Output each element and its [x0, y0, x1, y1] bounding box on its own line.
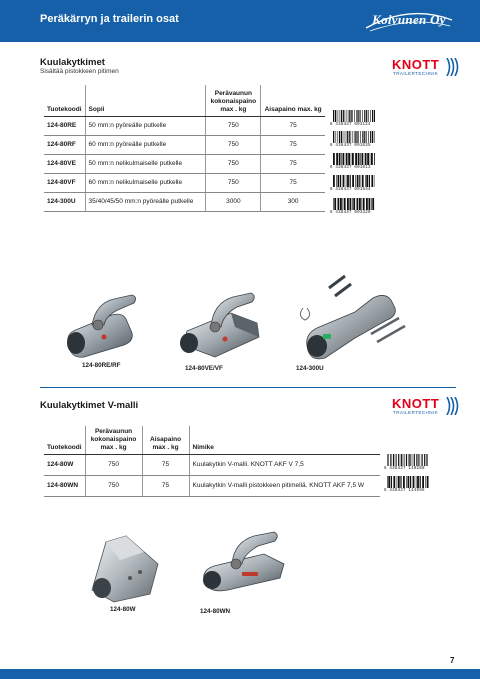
- product-label: 124-80WN: [200, 608, 231, 615]
- barcode: [330, 131, 380, 150]
- coupling-124-80w-image: [84, 534, 164, 604]
- barcode-bar: [366, 175, 368, 187]
- barcode-bar: [422, 476, 424, 488]
- barcode-bar: [370, 131, 371, 143]
- barcode-icon: [333, 110, 375, 122]
- barcode-bar: [345, 110, 346, 122]
- barcode-bar: [368, 110, 369, 122]
- barcode-bar: [413, 476, 415, 488]
- coupling-124-300u-image: [295, 272, 415, 364]
- barcode-bar: [333, 110, 334, 122]
- barcode-bar: [403, 476, 405, 488]
- barcode-icon: [333, 198, 375, 210]
- cell-total: 750: [85, 454, 142, 475]
- barcode-bar: [410, 454, 411, 466]
- barcode-bar: [357, 175, 359, 187]
- section-title-v-malli: Kuulakytkimet V-malli: [40, 400, 139, 411]
- barcode-bar: [355, 175, 356, 187]
- barcode-bar: [370, 110, 371, 122]
- knott-logo: [392, 396, 462, 418]
- products-table-2: [44, 426, 380, 497]
- barcode-bar: [409, 454, 410, 466]
- barcode-icon: [387, 454, 429, 466]
- product-label: 124-80RE/RF: [82, 362, 121, 369]
- barcode: [330, 175, 380, 194]
- page-number: 7: [450, 656, 455, 665]
- col-header-name: Nimike: [189, 426, 380, 454]
- knott-logo: [392, 57, 462, 79]
- barcode-bar: [356, 131, 357, 143]
- barcode-number: 6 438437 001613: [330, 166, 371, 170]
- barcode-bar: [351, 131, 352, 143]
- barcode-bar: [335, 131, 336, 143]
- products-table-1: [44, 85, 325, 212]
- barcode-bar: [360, 153, 361, 165]
- table-row: [44, 116, 325, 135]
- barcode-bar: [362, 131, 363, 143]
- col-header-drawbar-weight: Aisapaino max . kg: [142, 426, 189, 454]
- barcode-bar: [349, 131, 350, 143]
- barcode-bar: [346, 153, 348, 165]
- barcode-bar: [371, 175, 373, 187]
- barcode-bar: [364, 110, 365, 122]
- barcode-bar: [416, 454, 417, 466]
- barcode-bar: [369, 198, 371, 210]
- cell-code: 124-300U: [44, 192, 85, 211]
- barcode-number: 6 438437 003328: [330, 211, 371, 215]
- barcode-bar: [366, 110, 367, 122]
- barcode-bar: [369, 175, 370, 187]
- knott-logo-subtitle: TRAILERTECHNIK: [393, 71, 439, 76]
- knott-logo-subtitle: TRAILERTECHNIK: [393, 410, 439, 415]
- barcode-bar: [337, 131, 338, 143]
- barcode-bar: [338, 198, 340, 210]
- table-row: [44, 135, 325, 154]
- barcode-bar: [343, 175, 345, 187]
- koivunen-logo: [362, 8, 456, 34]
- barcode-bar: [398, 454, 399, 466]
- barcode-bar: [424, 454, 425, 466]
- barcode-number: 6 438437 001644: [330, 188, 371, 192]
- cell-total: 750: [206, 154, 261, 173]
- section-title-kuulakytkimet: Kuulakytkimet: [40, 57, 105, 68]
- cell-code: 124-80W: [44, 454, 85, 475]
- barcode-bar: [338, 175, 340, 187]
- barcode-bar: [427, 454, 428, 466]
- knott-stripes-icon: [446, 397, 460, 415]
- barcode: [330, 110, 380, 129]
- barcode-bar: [416, 476, 417, 488]
- cell-drawbar: 75: [142, 475, 189, 496]
- barcode-bar: [390, 454, 391, 466]
- cell-total: 750: [206, 135, 261, 154]
- barcode-bar: [335, 110, 336, 122]
- barcode-bar: [356, 110, 357, 122]
- barcode-number: 6 438437 001635: [330, 144, 371, 148]
- barcode-bar: [357, 198, 359, 210]
- barcode-bar: [365, 153, 367, 165]
- barcode-bar: [374, 153, 375, 165]
- barcode-bar: [393, 454, 394, 466]
- barcode-bar: [351, 110, 352, 122]
- barcode-bar: [363, 198, 365, 210]
- barcode-bar: [344, 198, 346, 210]
- cell-drawbar: 75: [261, 116, 325, 135]
- barcode-bar: [364, 131, 365, 143]
- barcode-bar: [343, 131, 344, 143]
- barcode-bar: [371, 153, 373, 165]
- barcode-bar: [360, 131, 361, 143]
- table-row: [44, 475, 380, 496]
- barcode-bar: [358, 110, 359, 122]
- barcode-bar: [343, 198, 344, 210]
- barcode-bar: [410, 476, 411, 488]
- coupling-124-80re-rf-image: [62, 285, 140, 361]
- table-row: [44, 454, 380, 475]
- page-footer-bar: [0, 669, 480, 679]
- cell-drawbar: 75: [261, 135, 325, 154]
- barcode-bar: [355, 131, 356, 143]
- barcode-bar: [336, 153, 338, 165]
- barcode-bar: [343, 153, 345, 165]
- barcode: [384, 454, 434, 473]
- coupling-124-80wn-image: [198, 524, 288, 596]
- barcode-bar: [417, 476, 419, 488]
- barcode-bar: [350, 198, 352, 210]
- barcode-bar: [372, 110, 373, 122]
- barcode-bar: [341, 153, 342, 165]
- cell-name: Kuulakytkin V-malli pistokkeen pitimellä. KNOTT AKF 7,5 W: [189, 475, 380, 496]
- product-label: 124-300U: [296, 365, 324, 372]
- barcode-bar: [388, 476, 390, 488]
- barcode-bar: [358, 153, 360, 165]
- barcode-bar: [354, 110, 355, 122]
- col-header-total-weight: Perävaunun kokonaispaino max . kg: [206, 85, 261, 116]
- page-header: [0, 0, 480, 42]
- coupling-124-80ve-vf-image: [175, 283, 265, 363]
- barcode-bar: [425, 476, 426, 488]
- barcode-bar: [403, 454, 404, 466]
- cell-code: 124-80WN: [44, 475, 85, 496]
- barcode-bar: [351, 153, 352, 165]
- barcode-bar: [340, 175, 341, 187]
- cell-total: 750: [206, 116, 261, 135]
- barcode-bar: [418, 454, 419, 466]
- barcode-bar: [339, 153, 341, 165]
- barcode-bar: [406, 476, 407, 488]
- barcode-bar: [339, 110, 340, 122]
- barcode-bar: [336, 175, 337, 187]
- page-header-title: Peräkärryn ja trailerin osat: [40, 13, 179, 25]
- col-header-total-weight: Perävaunun kokonaispaino max . kg: [85, 426, 142, 454]
- barcode-bar: [372, 198, 374, 210]
- barcode-bar: [422, 454, 423, 466]
- barcode-bar: [341, 131, 342, 143]
- cell-fits: 35/40/45/50 mm:n pyöreälle putkelle: [85, 192, 206, 211]
- barcode-bar: [352, 153, 354, 165]
- col-header-code: Tuotekoodi: [44, 85, 85, 116]
- barcode-bar: [347, 131, 348, 143]
- barcode-bar: [358, 131, 359, 143]
- cell-drawbar: 75: [261, 154, 325, 173]
- barcode-bar: [370, 153, 371, 165]
- cell-fits: 50 mm:n nelikulmaiselle putkelle: [85, 154, 206, 173]
- barcode-bar: [334, 198, 336, 210]
- barcode-bar: [387, 476, 388, 488]
- barcode-number: 6 438437 144996: [384, 489, 425, 493]
- barcode-bar: [352, 110, 353, 122]
- barcode-bar: [362, 110, 363, 122]
- barcode-bar: [420, 454, 421, 466]
- section-subtitle: Sisältää pistokkeen pitimen: [40, 68, 119, 75]
- cell-drawbar: 75: [261, 173, 325, 192]
- barcode-bar: [420, 476, 421, 488]
- cell-drawbar: 300: [261, 192, 325, 211]
- barcode-bar: [362, 153, 364, 165]
- barcode-bar: [352, 175, 354, 187]
- cell-code: 124-80VF: [44, 173, 85, 192]
- barcode-bar: [341, 110, 342, 122]
- cell-fits: 50 mm:n pyöreälle putkelle: [85, 116, 206, 135]
- barcode-bar: [362, 198, 363, 210]
- barcode: [330, 198, 380, 217]
- barcode-bar: [414, 454, 415, 466]
- cell-fits: 60 mm:n nelikulmaiselle putkelle: [85, 173, 206, 192]
- cell-code: 124-80VE: [44, 154, 85, 173]
- barcode-bar: [372, 131, 373, 143]
- barcode-bar: [406, 454, 407, 466]
- barcode-bar: [396, 454, 397, 466]
- section-divider: [40, 387, 456, 388]
- barcode-bar: [350, 175, 351, 187]
- barcode-bar: [333, 175, 335, 187]
- col-header-code: Tuotekoodi: [44, 426, 85, 454]
- barcode-bar: [374, 110, 375, 122]
- table-row: [44, 192, 325, 211]
- barcode-bar: [365, 175, 366, 187]
- barcode-bar: [368, 131, 369, 143]
- barcode-bar: [333, 131, 334, 143]
- barcode-bar: [359, 198, 361, 210]
- barcode-bar: [401, 454, 402, 466]
- barcode: [330, 153, 380, 172]
- barcode-bar: [400, 476, 401, 488]
- cell-code: 124-80RF: [44, 135, 85, 154]
- barcode-bar: [347, 175, 349, 187]
- barcode-bar: [427, 476, 429, 488]
- barcode-bar: [349, 110, 350, 122]
- barcode-icon: [333, 131, 375, 143]
- barcode-bar: [340, 198, 342, 210]
- barcode-bar: [393, 476, 395, 488]
- cell-name: Kuulakytkin V-malli. KNOTT AKF V 7,5: [189, 454, 380, 475]
- cell-drawbar: 75: [142, 454, 189, 475]
- knott-stripes-icon: [446, 58, 460, 76]
- barcode-bar: [388, 454, 389, 466]
- barcode-bar: [374, 131, 375, 143]
- barcode-icon: [333, 153, 375, 165]
- barcode-number: 6 438437 140288: [384, 467, 425, 471]
- barcode-bar: [345, 131, 346, 143]
- barcode-bar: [412, 454, 413, 466]
- barcode-bar: [360, 110, 361, 122]
- cell-total: 750: [85, 475, 142, 496]
- barcode-bar: [343, 110, 344, 122]
- barcode-bar: [404, 454, 405, 466]
- barcode-bar: [366, 131, 367, 143]
- koivunen-logo-text: Koivunen Oy: [372, 12, 446, 27]
- cell-code: 124-80RE: [44, 116, 85, 135]
- barcode: [384, 476, 434, 495]
- barcode-bar: [348, 153, 350, 165]
- barcode-bar: [362, 175, 364, 187]
- barcode-bar: [353, 131, 354, 143]
- barcode-bar: [333, 198, 334, 210]
- cell-total: 3000: [206, 192, 261, 211]
- barcode-bar: [333, 153, 335, 165]
- barcode-bar: [391, 476, 392, 488]
- barcode-bar: [366, 198, 368, 210]
- barcode-bar: [397, 476, 398, 488]
- barcode-bar: [426, 454, 427, 466]
- barcode-bar: [355, 153, 357, 165]
- barcode-number: 6 438437 003124: [330, 123, 371, 127]
- barcode-icon: [387, 476, 429, 488]
- product-label: 124-80W: [110, 606, 136, 613]
- col-header-drawbar-weight: Aisapaino max. kg: [261, 85, 325, 116]
- cell-total: 750: [206, 173, 261, 192]
- knott-logo-name: KNOTT: [392, 396, 440, 411]
- barcode-bar: [347, 198, 349, 210]
- table-row: [44, 173, 325, 192]
- knott-logo-name: KNOTT: [392, 57, 440, 72]
- cell-fits: 60 mm:n pyöreälle putkelle: [85, 135, 206, 154]
- product-label: 124-80VE/VF: [185, 365, 223, 372]
- barcode-bar: [395, 454, 396, 466]
- barcode-bar: [337, 110, 338, 122]
- barcode-bar: [347, 110, 348, 122]
- col-header-fits: Sopii: [85, 85, 206, 116]
- barcode-bar: [371, 198, 372, 210]
- barcode-bar: [359, 175, 360, 187]
- barcode-bar: [367, 153, 369, 165]
- barcode-bar: [398, 476, 400, 488]
- barcode-bar: [346, 175, 347, 187]
- barcode-bar: [352, 198, 353, 210]
- barcode-bar: [339, 131, 340, 143]
- barcode-icon: [333, 175, 375, 187]
- barcode-bar: [387, 454, 388, 466]
- table-row: [44, 154, 325, 173]
- barcode-bar: [353, 198, 355, 210]
- barcode-bar: [408, 476, 410, 488]
